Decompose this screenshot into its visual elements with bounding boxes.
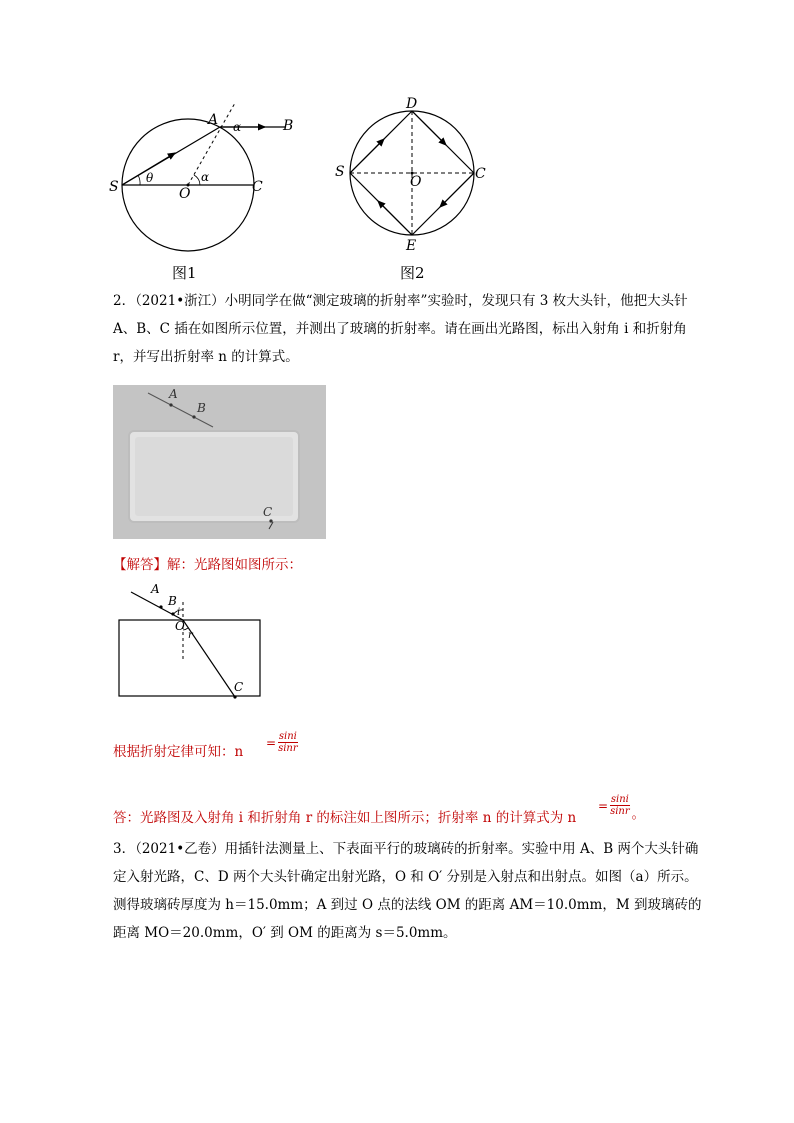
fig2-label-d: D <box>406 96 418 112</box>
question-3-text: 3．（2021•乙卷）用插针法测量上、下表面平行的玻璃砖的折射率。实验中用 A、B 两个大头针确定入射光路，C、D 两个大头针确定出射光路，O 和 O′ 分别是入射点和出射点。如图（a）所示。测得玻璃砖厚度为 h＝15.0mm；A 到过 O 点的法线 OM 的距离 AM＝10.0mm，M 到玻璃砖的距离 MO＝20.0mm，O′ 到 OM 的距离为 s＝5.0mm。 <box>113 841 702 941</box>
fig1-angle-theta-arc <box>138 175 140 185</box>
answer-law-fraction <box>266 731 298 754</box>
fig1-label-a: A <box>208 112 219 128</box>
fig2-label-c: C <box>475 166 486 182</box>
answer-label-c: C <box>234 680 244 694</box>
answer-conclusion-numerator: sini <box>610 794 629 805</box>
figure-1 <box>105 95 315 255</box>
fig1-label-theta: θ <box>146 171 154 185</box>
fig2-label-s: S <box>335 164 345 180</box>
fig1-label-b: B <box>283 118 294 134</box>
answer-label-b: B <box>168 594 177 608</box>
answer-label-r: r <box>188 630 193 641</box>
fig1-label-alpha-bottom: α <box>201 170 210 184</box>
answer-conclusion-eq: = <box>598 798 609 813</box>
answer-label-o: O <box>175 619 185 633</box>
fig1-label-o: O <box>179 186 191 202</box>
answer-law-frac <box>278 731 298 754</box>
answer-tag: 【解答】 <box>113 557 167 573</box>
question-2-text: 2．（2021•浙江）小明同学在做“测定玻璃的折射率”实验时，发现只有 3 枚大头针，他把大头针 A、B、C 插在如图所示位置，并测出了玻璃的折射率。请在画出光路图，标出入射角 i 和折射角 r，并写出折射率 n 的计算式。 <box>113 293 688 365</box>
fig1-caption: 图1 <box>172 264 197 282</box>
fig1-label-s: S <box>109 179 119 195</box>
answer-conclusion-denominator: sinr <box>610 806 630 817</box>
fig2-caption: 图2 <box>400 264 425 282</box>
photo-label-a: A <box>169 387 178 401</box>
answer-law-line: 根据折射定律可知：n <box>113 744 244 760</box>
answer-conclusion-fraction <box>598 789 645 822</box>
photo-label-c: C <box>263 505 273 519</box>
photo-label-b: B <box>197 401 206 415</box>
fig1-label-alpha-top: α <box>233 120 242 134</box>
answer-law-eq: = <box>266 735 277 750</box>
answer-diagram <box>113 580 273 705</box>
answer-intro-text: 解：光路图如图所示： <box>167 557 302 573</box>
figure-2 <box>330 95 495 255</box>
glass-block-photo <box>113 385 326 539</box>
fig2-label-e: E <box>406 238 417 254</box>
answer-conclusion-end: 。 <box>631 807 645 822</box>
answer-law-numerator: sini <box>278 731 297 742</box>
fig1-angle-alpha-arc <box>194 175 200 185</box>
fig2-label-o: O <box>410 174 422 190</box>
answer-conclusion-frac <box>610 794 630 817</box>
answer-intro <box>113 551 302 579</box>
answer-law-denominator: sinr <box>278 743 298 754</box>
answer-label-a: A <box>151 582 160 596</box>
fig1-label-c: C <box>252 179 263 195</box>
answer-label-i: i <box>177 607 181 618</box>
answer-conclusion: 答：光路图及入射角 i 和折射角 r 的标注如上图所示；折射率 n 的计算式为 n <box>113 810 577 826</box>
